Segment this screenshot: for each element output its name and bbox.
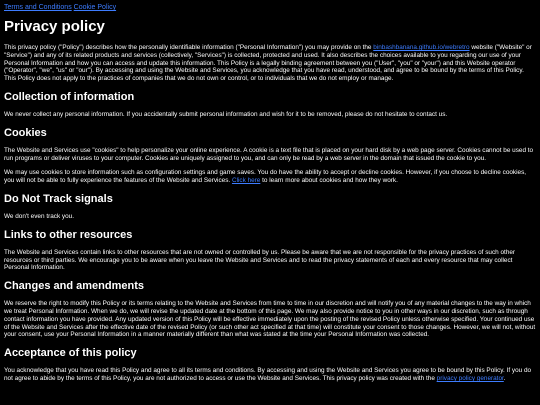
links-paragraph: The Website and Services contain links to other resources that are not owned or controlled by us. Please be aware that we are not responsible for the privacy practices of such other resources or third parties. We encourage you to be aware when you leave the Website and Services and to read the privacy statements of each and every resource that may collect Personal Information. — [4, 248, 516, 272]
dnt-heading: Do Not Track signals — [4, 192, 113, 205]
collection-heading: Collection of information — [4, 90, 135, 103]
dnt-paragraph: We don't even track you. — [4, 212, 75, 220]
intro-text-1: This privacy policy ("Policy") describes how the personally identifiable information ("Personal Information") you may provide on the — [4, 44, 374, 51]
website-link[interactable]: binbashbanana.github.io/webretro — [373, 44, 470, 51]
acceptance-text-1: You acknowledge that you have read this Policy and agree to all its terms and conditions. By accessing and using the Website and Services you agree to be bound by this Policy. If you do not agree to abide by the terms of this Policy, you are not authorized to access or use the Website and Services. This privacy policy was created with the — [4, 367, 532, 382]
terms-link[interactable]: Terms and Conditions — [4, 4, 72, 11]
changes-paragraph: We reserve the right to modify this Policy or its terms relating to the Website and Services from time to time in our discretion and will notify you of any material changes to the way in which we treat Personal Information. When we do, we will revise the updated date at the bottom of this page. We may also provide notice to you in other ways in our discretion, such as through contact information you have provided. Any updated version of this Policy will be effective immediately upon the posting of the revised Policy unless otherwise specified. Your continued use of the Website and Services after the effective date of the revised Policy (or such other act specified at that time) will constitute your consent to those changes. However, we will not, without your consent, use your Personal Information in a manner materially different than what was stated at the time your Personal Information was collected. — [4, 300, 536, 339]
acceptance-paragraph — [4, 367, 536, 383]
cookies-paragraph-2 — [4, 169, 536, 185]
changes-heading: Changes and amendments — [4, 280, 144, 293]
links-heading: Links to other resources — [4, 228, 133, 241]
collection-paragraph: We never collect any personal information. If you accidentally submit personal information and wish for it to be removed, please do not hesitate to contact us. — [4, 110, 448, 118]
click-here-link[interactable]: Click here — [231, 177, 261, 185]
cookies-text-2: to learn more about cookies and how they work. — [260, 177, 398, 185]
policy-generator-link[interactable]: privacy policy generator — [436, 374, 504, 382]
intro-paragraph — [4, 44, 536, 83]
cookies-text-1: We may use cookies to store information such as configuration settings and game saves. You do have the ability to accept or decline cookies. However, if you choose to decline cookies, you will not be able to fully experience the features of the Website and Services. — [4, 169, 527, 185]
acceptance-heading: Acceptance of this policy — [4, 347, 137, 360]
page-title: Privacy policy — [4, 18, 105, 35]
intro-text-2: website ("Website" or "Service") and any of its related products and services (collectively, "Services") is collected, protected and used. It also describes the choices available to you regarding our use of your Personal Information and how you can access and update this information. This Policy is a legally binding agreement between you ("User", "you" or "your") and this Website operator ("Operator", "we", "us" or "our"). By accessing and using the Website and Services, you acknowledge that you have read, understood, and agree to be bound by the terms of this Policy. This Policy does not apply to the practices of companies that we do not own or control, or to individuals that we do not employ or manage. — [4, 44, 532, 83]
acceptance-text-2: . — [503, 374, 506, 382]
top-nav — [4, 3, 536, 12]
cookies-heading: Cookies — [4, 126, 47, 139]
cookies-paragraph-1: The Website and Services use "cookies" to help personalize your online experience. A cookie is a text file that is placed on your hard disk by a web page server. Cookies cannot be used to run programs or deliver viruses to your computer. Cookies are uniquely assigned to you, and can only be read by a web server in the domain that issued the cookie to you. — [4, 146, 534, 162]
cookie-policy-link[interactable]: Cookie Policy — [73, 4, 117, 11]
